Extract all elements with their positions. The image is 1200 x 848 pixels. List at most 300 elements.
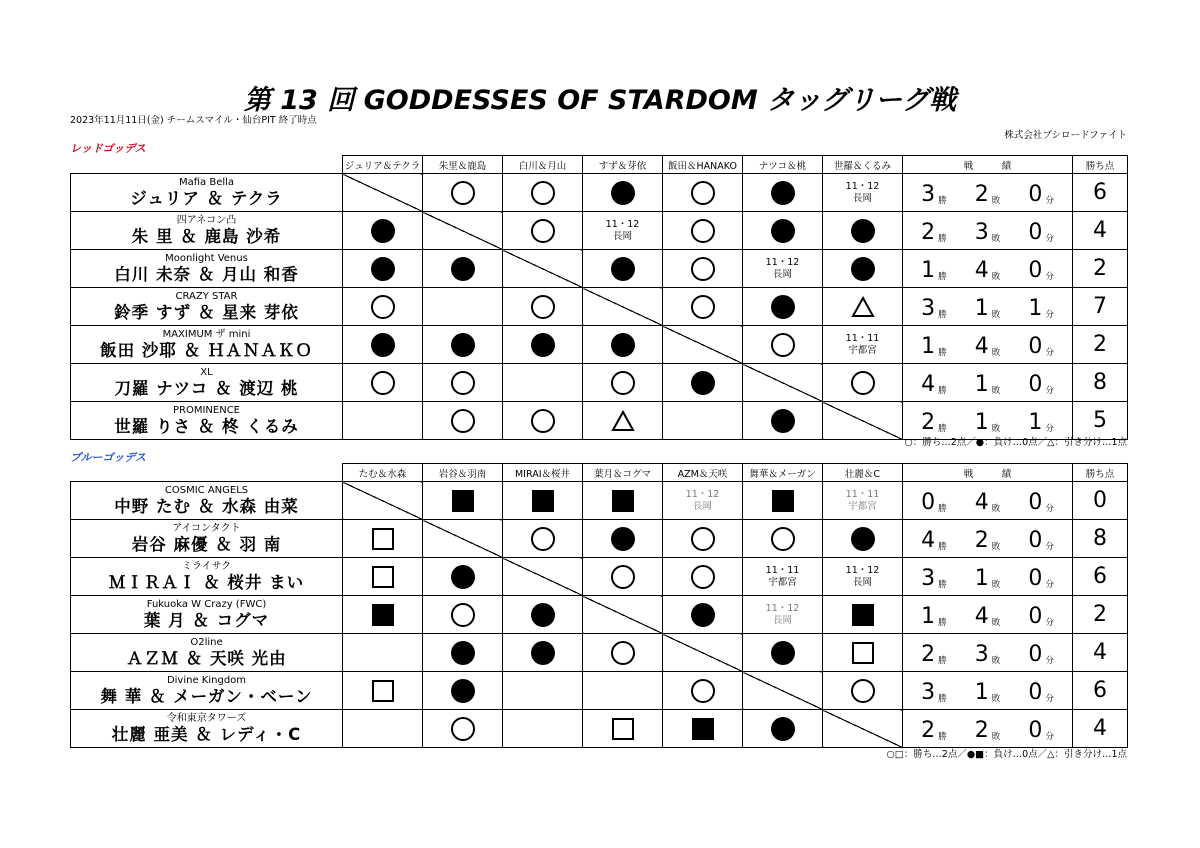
column-header-opponent: ジュリア＆テクラ (343, 156, 423, 174)
match-result-cell (423, 326, 503, 364)
triangle-icon (611, 410, 635, 432)
match-result-cell (743, 402, 823, 440)
open-square-icon (852, 642, 874, 664)
open-circle-icon (531, 409, 555, 433)
column-header-opponent: 白川＆月山 (503, 156, 583, 174)
filled-circle-icon (451, 565, 475, 589)
column-header-opponent: 朱里＆鹿島 (423, 156, 503, 174)
match-result-cell (503, 520, 583, 558)
team-members: 世羅 りさ ＆ 柊 くるみ (114, 416, 299, 436)
team-members: 壮麗 亜美 ＆ レディ・C (111, 724, 302, 744)
record-losses: 4 (974, 604, 989, 629)
unit-name: ミライサク (181, 560, 232, 572)
match-result-cell (663, 288, 743, 326)
record-unit: 敗 (991, 542, 1001, 552)
open-circle-icon (371, 295, 395, 319)
open-circle-icon (691, 181, 715, 205)
triangle-icon (851, 296, 875, 318)
record-unit: 勝 (938, 656, 947, 666)
match-result-cell (663, 212, 743, 250)
filled-circle-icon (371, 219, 395, 243)
open-circle-icon (691, 257, 715, 281)
record-unit: 分 (1045, 732, 1054, 742)
record-unit: 勝 (938, 580, 947, 590)
points-cell: 7 (1073, 288, 1128, 326)
record-draws: 1 (1028, 410, 1043, 435)
record-losses: 4 (974, 334, 989, 359)
match-result-cell (423, 250, 503, 288)
match-result-cell (583, 250, 663, 288)
column-header-opponent: たむ＆水森 (343, 464, 423, 482)
team-name-cell (71, 558, 343, 596)
match-result-cell (503, 710, 583, 748)
header-blank (71, 464, 343, 482)
match-result-cell (343, 672, 423, 710)
record-wins: 1 (921, 604, 936, 629)
open-square-icon (612, 718, 634, 740)
filled-circle-icon (451, 679, 475, 703)
column-header-opponent: 世羅＆くるみ (823, 156, 903, 174)
record-unit: 分 (1045, 234, 1054, 244)
self-match-diagonal (743, 364, 823, 402)
scheduled-date: 11・12 (765, 602, 800, 614)
scheduled-date: 11・12 (685, 488, 720, 500)
open-circle-icon (371, 371, 395, 395)
scheduled-venue: 長岡 (852, 576, 872, 588)
team-members: 葉 月 ＆ コグマ (143, 610, 270, 630)
scheduled-venue: 宇都宮 (848, 500, 877, 512)
match-result-cell (343, 634, 423, 672)
match-result-cell (503, 402, 583, 440)
record-wins: 1 (921, 258, 936, 283)
filled-circle-icon (771, 295, 795, 319)
filled-square-icon (852, 604, 874, 626)
unit-name: Moonlight Venus (165, 252, 248, 264)
match-result-cell (423, 402, 503, 440)
match-result-cell (583, 558, 663, 596)
match-result-cell (743, 596, 823, 634)
points-cell: 6 (1073, 672, 1128, 710)
record-wins: 2 (921, 642, 936, 667)
self-match-diagonal (583, 596, 663, 634)
record-unit: 分 (1045, 580, 1054, 590)
record-draws: 0 (1028, 528, 1043, 553)
record-wins: 3 (921, 680, 936, 705)
filled-circle-icon (371, 333, 395, 357)
column-header-opponent: 葉月＆コグマ (583, 464, 663, 482)
record-unit: 分 (1045, 618, 1054, 628)
match-result-cell (423, 596, 503, 634)
open-square-icon (372, 566, 394, 588)
red-block-legend: ○：勝ち…2点／●：負け…0点／△：引き分け…1点 (904, 437, 1127, 448)
team-name-cell (71, 402, 343, 440)
filled-circle-icon (851, 527, 875, 551)
team-row (71, 520, 1128, 558)
team-row (71, 710, 1128, 748)
self-match-diagonal (663, 326, 743, 364)
team-row (71, 364, 1128, 402)
match-result-cell (663, 174, 743, 212)
open-circle-icon (451, 181, 475, 205)
record-draws: 0 (1028, 718, 1043, 743)
scheduled-date: 11・11 (845, 488, 880, 500)
record-wins: 1 (921, 334, 936, 359)
points-cell: 5 (1073, 402, 1128, 440)
self-match-diagonal (823, 402, 903, 440)
record-cell (903, 250, 1073, 288)
match-result-cell (343, 364, 423, 402)
team-row (71, 174, 1128, 212)
team-name-cell (71, 672, 343, 710)
match-result-cell (743, 558, 823, 596)
record-unit: 敗 (991, 656, 1001, 666)
match-result-cell (503, 672, 583, 710)
team-name-cell (71, 326, 343, 364)
filled-square-icon (612, 490, 634, 512)
open-circle-icon (771, 527, 795, 551)
column-header-record: 戦 績 (903, 156, 1073, 174)
filled-circle-icon (531, 641, 555, 665)
match-result-cell (503, 288, 583, 326)
filled-circle-icon (771, 219, 795, 243)
filled-circle-icon (531, 333, 555, 357)
scheduled-venue: 長岡 (612, 230, 632, 242)
match-result-cell (663, 520, 743, 558)
filled-circle-icon (531, 603, 555, 627)
open-circle-icon (451, 371, 475, 395)
match-result-cell (423, 288, 503, 326)
team-row (71, 482, 1128, 520)
match-result-cell (503, 174, 583, 212)
scheduled-venue: 長岡 (772, 614, 792, 626)
record-wins: 4 (921, 528, 936, 553)
record-losses: 4 (974, 490, 989, 515)
team-members: 舞 華 ＆ メーガン・ベーン (100, 686, 313, 706)
record-losses: 3 (974, 642, 989, 667)
match-result-cell (583, 672, 663, 710)
team-members: 白川 未奈 ＆ 月山 和香 (114, 264, 299, 284)
column-header-points: 勝ち点 (1073, 464, 1128, 482)
self-match-diagonal (743, 672, 823, 710)
record-losses: 1 (974, 566, 989, 591)
open-circle-icon (531, 181, 555, 205)
team-name-cell (71, 174, 343, 212)
match-result-cell (503, 326, 583, 364)
header-row (71, 156, 1128, 174)
team-name-cell (71, 596, 343, 634)
match-result-cell (823, 558, 903, 596)
team-members: 刀羅 ナツコ ＆ 渡辺 桃 (114, 378, 299, 398)
filled-circle-icon (771, 409, 795, 433)
unit-name: CRAZY STAR (175, 290, 238, 302)
record-unit: 勝 (938, 542, 947, 552)
unit-name: 令和東京タワーズ (166, 712, 247, 724)
open-circle-icon (611, 641, 635, 665)
filled-circle-icon (611, 527, 635, 551)
points-cell: 8 (1073, 364, 1128, 402)
record-draws: 0 (1028, 372, 1043, 397)
team-members: ＭＩＲＡＩ ＆ 桜井 まい (108, 572, 305, 592)
points-cell: 2 (1073, 596, 1128, 634)
scheduled-venue: 長岡 (772, 268, 792, 280)
points-cell: 4 (1073, 710, 1128, 748)
unit-name: O2line (190, 636, 223, 648)
record-unit: 敗 (991, 694, 1001, 704)
record-draws: 0 (1028, 680, 1043, 705)
record-cell (903, 558, 1073, 596)
record-unit: 分 (1045, 348, 1054, 358)
record-unit: 敗 (991, 272, 1001, 282)
match-result-cell (423, 558, 503, 596)
record-unit: 分 (1045, 542, 1054, 552)
unit-name: Divine Kingdom (166, 674, 247, 686)
open-circle-icon (851, 371, 875, 395)
points-cell: 4 (1073, 634, 1128, 672)
open-square-icon (372, 528, 394, 550)
open-square-icon (372, 680, 394, 702)
record-wins: 0 (921, 490, 936, 515)
record-unit: 敗 (991, 310, 1001, 320)
record-unit: 勝 (938, 424, 947, 434)
match-result-cell (583, 326, 663, 364)
record-draws: 0 (1028, 604, 1043, 629)
column-header-opponent: AZM＆天咲 (663, 464, 743, 482)
record-draws: 0 (1028, 182, 1043, 207)
match-result-cell (503, 482, 583, 520)
team-members: 岩谷 麻優 ＆ 羽 南 (131, 534, 282, 554)
open-circle-icon (691, 565, 715, 589)
team-name-cell (71, 288, 343, 326)
team-name-cell (71, 710, 343, 748)
page-title: 第 13 回 GODDESSES OF STARDOM タッグリーグ戦 (243, 85, 957, 116)
team-row (71, 326, 1128, 364)
match-result-cell (343, 326, 423, 364)
self-match-diagonal (823, 710, 903, 748)
filled-circle-icon (611, 181, 635, 205)
filled-square-icon (772, 490, 794, 512)
column-header-opponent: 岩谷＆羽南 (423, 464, 503, 482)
match-result-cell (423, 672, 503, 710)
record-draws: 0 (1028, 220, 1043, 245)
points-cell: 2 (1073, 326, 1128, 364)
unit-name: アイコンタクト (172, 522, 241, 534)
match-result-cell (823, 364, 903, 402)
match-result-cell (743, 710, 823, 748)
match-result-cell (743, 250, 823, 288)
match-result-cell (663, 482, 743, 520)
blue-block-label: ブルーゴッデス (70, 451, 146, 464)
record-cell (903, 710, 1073, 748)
record-draws: 0 (1028, 258, 1043, 283)
header-blank (71, 156, 343, 174)
record-cell (903, 634, 1073, 672)
record-wins: 3 (921, 296, 936, 321)
red-block-label: レッドゴッデス (70, 142, 146, 155)
record-unit: 勝 (938, 196, 947, 206)
record-losses: 2 (974, 182, 989, 207)
record-losses: 2 (974, 528, 989, 553)
team-row (71, 212, 1128, 250)
filled-circle-icon (771, 181, 795, 205)
column-header-opponent: 壮麗＆C (823, 464, 903, 482)
match-result-cell (663, 250, 743, 288)
match-result-cell (503, 364, 583, 402)
scheduled-date: 11・12 (605, 218, 640, 230)
record-unit: 分 (1045, 504, 1054, 514)
column-header-opponent: 飯田＆HANAKO (663, 156, 743, 174)
filled-circle-icon (691, 371, 715, 395)
open-circle-icon (611, 565, 635, 589)
match-result-cell (343, 212, 423, 250)
team-row (71, 250, 1128, 288)
points-cell: 0 (1073, 482, 1128, 520)
company-name: 株式会社ブシロードファイト (1004, 130, 1127, 141)
scheduled-date: 11・12 (845, 180, 880, 192)
scheduled-date: 11・12 (765, 256, 800, 268)
match-result-cell (743, 174, 823, 212)
match-result-cell (583, 174, 663, 212)
record-losses: 1 (974, 680, 989, 705)
open-circle-icon (691, 527, 715, 551)
self-match-diagonal (423, 520, 503, 558)
filled-circle-icon (851, 257, 875, 281)
record-losses: 1 (974, 410, 989, 435)
match-result-cell (823, 212, 903, 250)
open-circle-icon (531, 295, 555, 319)
record-unit: 敗 (991, 348, 1001, 358)
record-unit: 勝 (938, 386, 947, 396)
event-date-venue: 2023年11月11日(金) チームスマイル・仙台PIT 終了時点 (70, 115, 317, 126)
self-match-diagonal (663, 634, 743, 672)
match-result-cell (423, 710, 503, 748)
record-unit: 勝 (938, 694, 947, 704)
column-header-opponent: すず＆芽依 (583, 156, 663, 174)
self-match-diagonal (503, 558, 583, 596)
open-circle-icon (691, 219, 715, 243)
match-result-cell (663, 672, 743, 710)
team-row (71, 634, 1128, 672)
filled-circle-icon (611, 333, 635, 357)
match-result-cell (823, 672, 903, 710)
open-circle-icon (771, 333, 795, 357)
self-match-diagonal (583, 288, 663, 326)
match-result-cell (343, 558, 423, 596)
column-header-opponent: ナツコ＆桃 (743, 156, 823, 174)
record-wins: 3 (921, 566, 936, 591)
open-circle-icon (691, 295, 715, 319)
scheduled-venue: 宇都宮 (768, 576, 797, 588)
match-result-cell (743, 482, 823, 520)
open-circle-icon (531, 527, 555, 551)
match-result-cell (743, 326, 823, 364)
team-name-cell (71, 634, 343, 672)
column-header-record: 戦 績 (903, 464, 1073, 482)
record-draws: 1 (1028, 296, 1043, 321)
record-unit: 敗 (991, 504, 1001, 514)
points-cell: 4 (1073, 212, 1128, 250)
match-result-cell (343, 710, 423, 748)
unit-name: COSMIC ANGELS (164, 484, 249, 496)
filled-square-icon (692, 718, 714, 740)
match-result-cell (423, 174, 503, 212)
record-wins: 4 (921, 372, 936, 397)
record-unit: 分 (1045, 272, 1054, 282)
scheduled-venue: 宇都宮 (848, 344, 877, 356)
record-wins: 2 (921, 410, 936, 435)
red-block-table (70, 155, 1128, 440)
team-members: 中野 たむ ＆ 水森 由菜 (114, 496, 299, 516)
team-name-cell (71, 250, 343, 288)
record-unit: 勝 (938, 504, 947, 514)
filled-circle-icon (611, 257, 635, 281)
record-unit: 分 (1045, 310, 1054, 320)
match-result-cell (663, 402, 743, 440)
record-draws: 0 (1028, 642, 1043, 667)
team-row (71, 288, 1128, 326)
record-wins: 2 (921, 718, 936, 743)
team-name-cell (71, 364, 343, 402)
record-unit: 勝 (938, 348, 947, 358)
filled-square-icon (372, 604, 394, 626)
team-row (71, 672, 1128, 710)
record-draws: 0 (1028, 566, 1043, 591)
filled-circle-icon (771, 641, 795, 665)
open-circle-icon (611, 371, 635, 395)
points-cell: 6 (1073, 558, 1128, 596)
open-circle-icon (691, 679, 715, 703)
match-result-cell (423, 364, 503, 402)
record-unit: 勝 (938, 618, 947, 628)
record-cell (903, 482, 1073, 520)
match-result-cell (823, 174, 903, 212)
record-unit: 分 (1045, 386, 1054, 396)
self-match-diagonal (343, 482, 423, 520)
match-result-cell (823, 520, 903, 558)
match-result-cell (823, 634, 903, 672)
blue-block-table (70, 463, 1128, 748)
self-match-diagonal (503, 250, 583, 288)
scheduled-venue: 長岡 (692, 500, 712, 512)
record-wins: 3 (921, 182, 936, 207)
record-unit: 分 (1045, 424, 1054, 434)
match-result-cell (343, 520, 423, 558)
record-unit: 敗 (991, 196, 1001, 206)
points-cell: 6 (1073, 174, 1128, 212)
record-draws: 0 (1028, 334, 1043, 359)
blue-block-legend: ○□：勝ち…2点／●■：負け…0点／△：引き分け…1点 (886, 749, 1127, 760)
match-result-cell (743, 520, 823, 558)
match-result-cell (583, 364, 663, 402)
unit-name: Fukuoka W Crazy (FWC) (146, 598, 267, 610)
team-name-cell (71, 520, 343, 558)
record-draws: 0 (1028, 490, 1043, 515)
open-circle-icon (531, 219, 555, 243)
column-header-opponent: MIRAI＆桜井 (503, 464, 583, 482)
match-result-cell (343, 250, 423, 288)
record-unit: 勝 (938, 272, 947, 282)
match-result-cell (743, 212, 823, 250)
record-unit: 敗 (991, 234, 1001, 244)
filled-circle-icon (771, 717, 795, 741)
record-losses: 4 (974, 258, 989, 283)
open-circle-icon (851, 679, 875, 703)
filled-square-icon (452, 490, 474, 512)
match-result-cell (663, 710, 743, 748)
match-result-cell (343, 596, 423, 634)
unit-name: PROMINENCE (172, 404, 240, 416)
match-result-cell (503, 212, 583, 250)
match-result-cell (343, 402, 423, 440)
